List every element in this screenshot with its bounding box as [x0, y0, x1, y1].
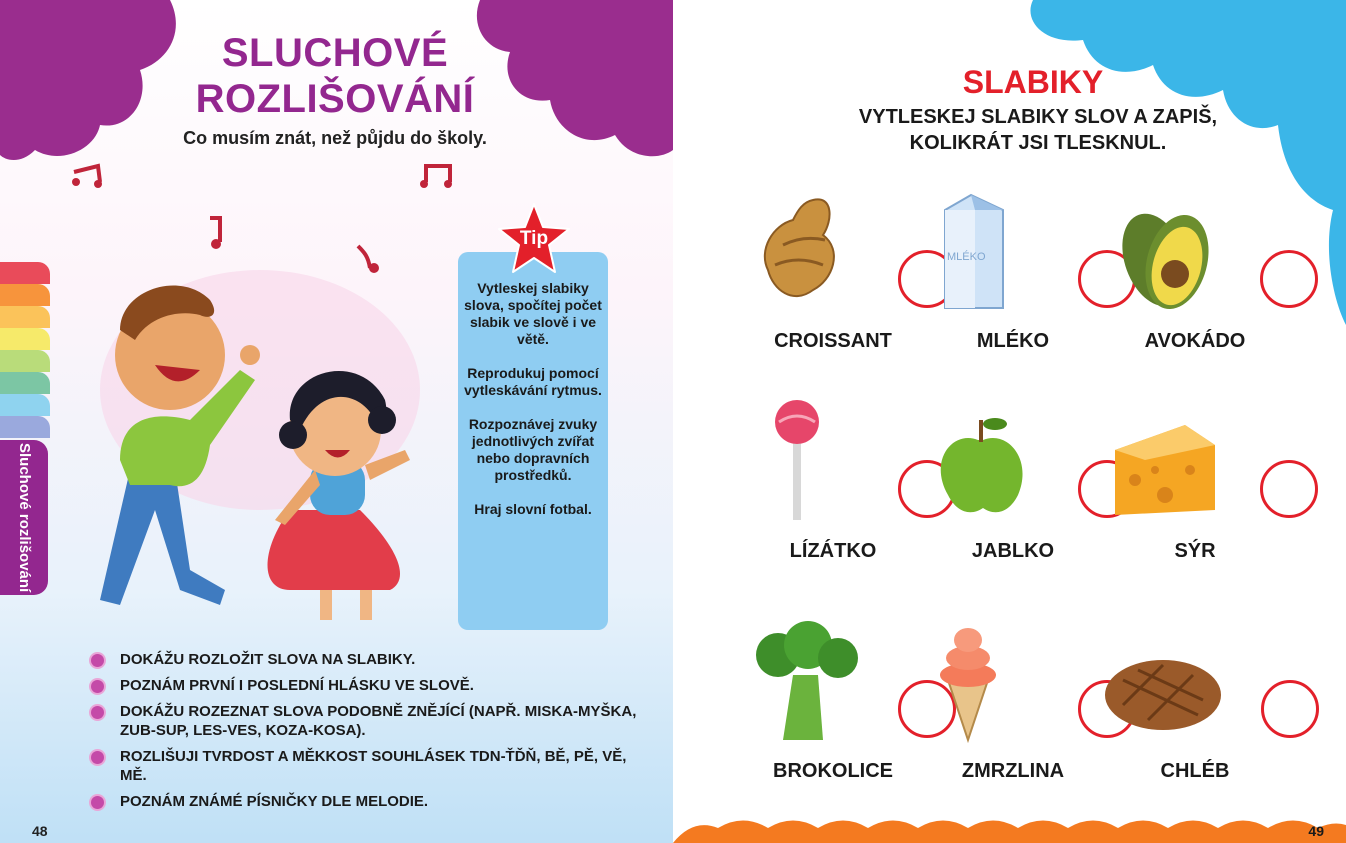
- title-line-1: SLUCHOVÉ: [221, 31, 449, 75]
- page-number: 49: [1308, 823, 1324, 839]
- page-subtitle: Co musím znát, než půjdu do školy.: [183, 128, 487, 148]
- word-label: JABLKO: [971, 540, 1055, 562]
- tip-label: Tip: [519, 228, 549, 249]
- word-label: MLÉKO: [976, 330, 1050, 352]
- music-note-icon: [70, 162, 106, 190]
- milk-pack-text: MLÉKO: [947, 251, 986, 263]
- tip-box: [458, 252, 608, 630]
- croissant-icon: [753, 190, 863, 320]
- list-item: POZNÁM PRVNÍ I POSLEDNÍ HLÁSKU VE SLOVĚ.: [88, 676, 648, 695]
- right-page: [673, 0, 1346, 843]
- chapter-tab-label: Sluchové rozlišování: [16, 442, 33, 593]
- page-number: 48: [32, 823, 48, 839]
- ice-cream-icon: [933, 620, 1043, 750]
- broccoli-icon: [753, 620, 863, 750]
- chapter-tab[interactable]: [0, 262, 50, 284]
- dancing-children-illustration: [60, 270, 460, 630]
- exercise-title: SLABIKY: [962, 64, 1104, 100]
- word-item-avokado: [1115, 190, 1305, 360]
- page-title: [150, 30, 520, 122]
- list-item: DOKÁŽU ROZEZNAT SLOVA PODOBNĚ ZNĚJÍCÍ (NAPŘ. MISKA-MYŠKA, ZUB-SUP, LES-VES, KOZA-KOSA).: [88, 702, 648, 740]
- word-label: SÝR: [1174, 540, 1216, 562]
- answer-circle[interactable]: [1260, 460, 1318, 518]
- milk-carton-icon: [933, 190, 1043, 320]
- answer-circle[interactable]: [1261, 680, 1319, 738]
- chapter-tab-active[interactable]: [0, 440, 48, 595]
- chapter-tab[interactable]: [0, 328, 50, 350]
- chapter-tab[interactable]: [0, 394, 50, 416]
- exercise-instruction: [803, 104, 1273, 156]
- list-item: POZNÁM ZNÁMÉ PÍSNIČKY DLE MELODIE.: [88, 792, 648, 811]
- list-item: DOKÁŽU ROZLOŽIT SLOVA NA SLABIKY.: [88, 650, 648, 669]
- lollipop-icon: [753, 400, 863, 530]
- list-item: ROZLIŠUJI TVRDOST A MĚKKOST SOUHLÁSEK TDN-ŤĎŇ, BĚ, PĚ, VĚ, MĚ.: [88, 747, 648, 785]
- orange-wave-decoration: [673, 813, 1346, 843]
- cheese-icon: [1115, 400, 1225, 530]
- word-item-jablko: [933, 400, 1123, 570]
- music-note-icon: [204, 214, 224, 250]
- word-label: CROISSANT: [774, 330, 892, 352]
- word-label: CHLÉB: [1160, 760, 1230, 782]
- chapter-tab[interactable]: [0, 350, 50, 372]
- answer-circle[interactable]: [1260, 250, 1318, 308]
- word-label: BROKOLICE: [773, 760, 893, 782]
- chapter-tab[interactable]: [0, 284, 50, 306]
- word-item-chleb: [1093, 620, 1283, 790]
- chapter-tabs: [0, 262, 50, 438]
- tip-paragraph: Reprodukuj pomocí vytleskávání rytmus.: [464, 365, 602, 398]
- bread-icon: [1093, 620, 1223, 750]
- word-item-mleko: [933, 190, 1123, 360]
- instruction-line: KOLIKRÁT JSI TLESKNUL.: [909, 132, 1167, 154]
- word-item-lizatko: [753, 400, 943, 570]
- word-label: ZMRZLINA: [961, 760, 1065, 782]
- word-item-croissant: [753, 190, 943, 360]
- title-line-2: ROZLIŠOVÁNÍ: [195, 77, 475, 121]
- chapter-tab[interactable]: [0, 306, 50, 328]
- word-item-brokolice: [753, 620, 943, 790]
- word-label: AVOKÁDO: [1144, 330, 1246, 352]
- instruction-line: VYTLESKEJ SLABIKY SLOV A ZAPIŠ,: [858, 106, 1218, 128]
- chapter-tab[interactable]: [0, 416, 50, 438]
- word-label: LÍZÁTKO: [789, 540, 877, 562]
- chapter-tab[interactable]: [0, 372, 50, 394]
- music-note-icon: [420, 160, 456, 190]
- tip-paragraph: Rozpoznávej zvuky jednotlivých zvířat nebo dopravních prostředků.: [468, 416, 598, 483]
- apple-icon: [933, 400, 1043, 530]
- skills-list: [88, 650, 648, 818]
- tip-paragraph: Hraj slovní fotbal.: [474, 501, 592, 517]
- avocado-icon: [1115, 190, 1225, 320]
- word-item-syr: [1115, 400, 1305, 570]
- tip-paragraph: Vytleskej slabiky slova, spočítej počet slabik ve slově i ve větě.: [464, 280, 602, 347]
